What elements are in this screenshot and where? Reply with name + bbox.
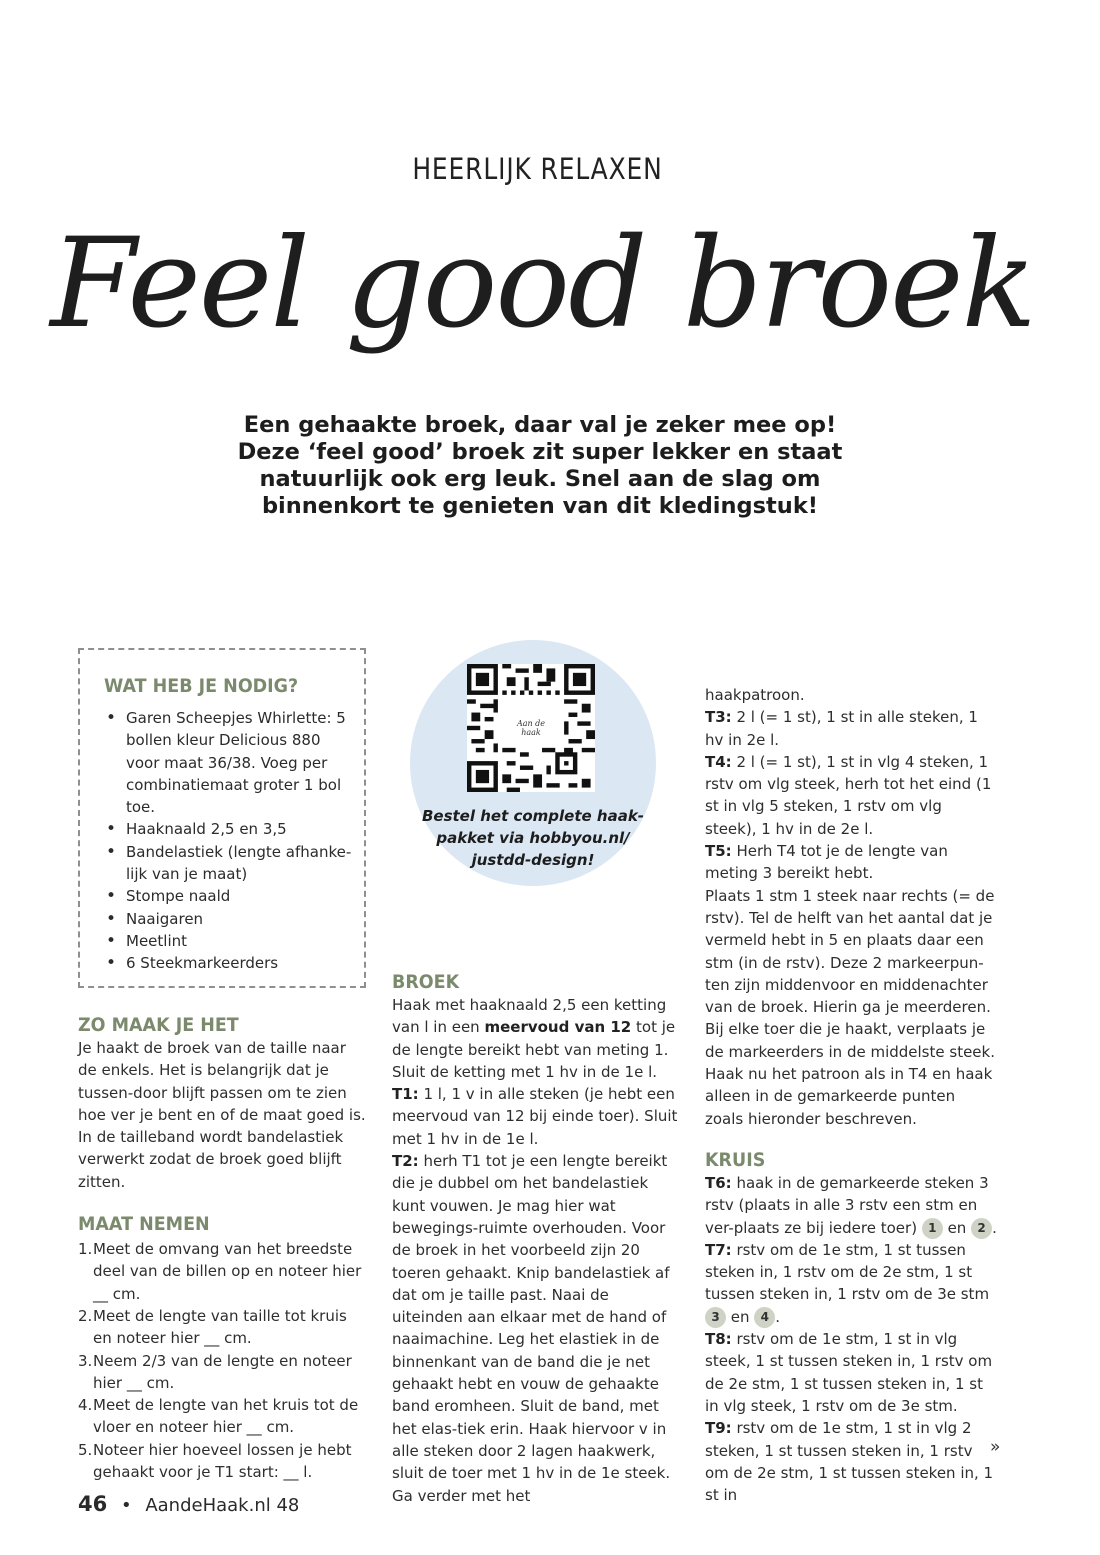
photo-ref-badge: 1: [922, 1218, 943, 1239]
list-item: • Bandelastiek (lengte afhanke-lijk van je maat): [106, 841, 356, 886]
step-number: 5.: [78, 1440, 93, 1459]
round-label: T3:: [705, 708, 732, 727]
broek-text: [392, 994, 684, 1083]
how-section: [78, 1013, 368, 1483]
continue-arrow-icon: »: [990, 1437, 1001, 1457]
text-run: en: [942, 1218, 972, 1237]
round-text: 2 l (= 1 st), 1 st in vlg 4 steken, 1 rstv om vlg steek, herh tot het eind (1 st in vlg 5 steken, 1 rstv om vlg steek), 1 hv in de 2e l.: [705, 752, 992, 838]
round-text: 2 l (= 1 st), 1 st in alle steken, 1 hv in 2e l.: [705, 708, 978, 749]
round-t6: T6: haak in de gemarkeerde steken 3 rstv (plaats in alle 3 rstv een stm en ver-plaats ze bij iedere toer) 1 en 2 .: [705, 1173, 997, 1237]
page-title: Feel good broek: [50, 212, 1035, 356]
list-item: [78, 1305, 368, 1350]
qr-caption[interactable]: Bestel het complete haak-pakket via hobbyou.nl/ justdd-design!: [421, 807, 645, 869]
round-label: T8:: [705, 1330, 732, 1349]
round-text: rstv om de 1e stm, 1 st in vlg steek, 1 st tussen steken in, 1 rstv om de 2e stm, 1 st tussen steken in, 1 st in vlg steek, 1 rstv om de 3e stm.: [705, 1330, 993, 1415]
how-text: Je haakt de broek van de taille naar de enkels. Het is belangrijk dat je tussen-door blijft passen om te zien hoe ver je bent en of de maat goed is. In de tailleband wordt bandelastiek verwerkt zodat de broek goed blijft zitten.: [78, 1039, 366, 1191]
kruis-heading: KRUIS: [705, 1148, 766, 1171]
round-text: 1 l, 1 v in alle steken (je hebt een meervoud van 12 bij einde toer). Sluit met 1 hv in de 1e l.: [392, 1085, 678, 1148]
list-item: • Meetlint: [106, 930, 356, 952]
photo-ref-badge: 3: [705, 1307, 726, 1328]
round-t3: [705, 706, 997, 751]
list-item: • Garen Scheepjes Whirlette: 5 bollen kleur Delicious 880 voor maat 36/38. Voeg per combinatiemaat groter 1 bol toe.: [106, 707, 356, 818]
kicker: HEERLIJK RELAXEN: [412, 152, 663, 186]
materials-list: [106, 707, 356, 975]
step-text: Neem 2/3 van de lengte en noteer hier __ cm.: [93, 1351, 352, 1392]
list-item: [78, 1238, 368, 1305]
round-label: T4:: [705, 752, 732, 771]
list-item: [78, 1394, 368, 1439]
text-run-bold: meervoud van 12: [484, 1018, 632, 1037]
step-text: Meet de lengte van het kruis tot de vloer en noteer hier __ cm.: [93, 1396, 359, 1437]
step-number: 4.: [78, 1396, 93, 1415]
round-t4: [705, 751, 997, 840]
round-label: T7:: [705, 1240, 732, 1259]
step-number: 1.: [78, 1240, 93, 1259]
magazine-name: AandeHaak.nl 48: [145, 1495, 300, 1516]
page-number: 46: [78, 1492, 108, 1516]
intro-line: Een gehaakte broek, daar val je zeker mee op!: [243, 412, 837, 438]
step-number: 3.: [78, 1351, 93, 1370]
round-label: T6:: [705, 1173, 732, 1192]
round-label: T5:: [705, 842, 732, 861]
intro-line: natuurlijk ook erg leuk. Snel aan de slag om: [259, 466, 821, 492]
round-t7: T7: rstv om de 1e stm, 1 st tussen steken in, 1 rstv om de 2e stm, 1 st tussen steken in, 1 rstv om de 3e stm 3 en 4 .: [705, 1240, 990, 1326]
round-text: haak in de gemarkeerde steken 3 rstv (plaats in alle 3 rstv een stm en ver-plaats ze bij iedere toer): [705, 1173, 989, 1237]
round-label: T2:: [392, 1152, 419, 1171]
measure-heading: MAAT NEMEN: [78, 1213, 210, 1236]
how-heading: ZO MAAK JE HET: [78, 1014, 239, 1036]
round-t2: [392, 1150, 684, 1507]
step-number: 2.: [78, 1306, 93, 1325]
qr-logo: Aan de haak: [516, 719, 546, 737]
text-run: tot je de lengte bereikt hebt van meting 1. Sluit de ketting met 1 hv in de 1e l.: [392, 1018, 676, 1081]
round-text: rstv om de 1e stm, 1 st tussen steken in, 1 rstv om de 2e stm, 1 st tussen steken in, 1 rstv om de 3e stm: [705, 1240, 990, 1304]
step-text: Meet de lengte van taille tot kruis en noteer hier __ cm.: [93, 1306, 347, 1348]
text-run: Haak met haaknaald 2,5 een ketting van l in een: [392, 996, 667, 1037]
photo-ref-badge: 2: [971, 1218, 992, 1239]
step-text: Meet de omvang van het breedste deel van de billen op en noteer hier __ cm.: [93, 1240, 362, 1303]
list-item: • 6 Steekmarkeerders: [106, 952, 356, 974]
marker-text: Plaats 1 stm 1 steek naar rechts (= de rstv). Tel de helft van het aantal dat je vermeld hebt in 5 en plaats daar een stm (in de rstv). Deze 2 markeerpun-ten zijn middenvoor en middenachter van de broek. Hierin ga je meerderen. Bij elke toer die je haakt, verplaats je de markeerders in de middelste steek. Haak nu het patroon als in T4 en haak alleen in de gemarkeerde punten zoals hieronder beschreven.: [705, 886, 995, 1128]
pattern-column: [705, 684, 997, 1506]
materials-heading: WAT HEB JE NODIG?: [104, 675, 299, 697]
footer-bullet: •: [120, 1495, 132, 1516]
continued-text: haakpatroon.: [705, 686, 805, 704]
list-item: [78, 1350, 368, 1395]
text-run: en: [726, 1307, 755, 1326]
round-t8: [705, 1328, 997, 1417]
round-text: rstv om de 1e stm, 1 st in vlg 2 steken, 1 st tussen steken in, 1 rstv om de 2e stm, 1 st tussen steken in, 1 st in: [705, 1419, 994, 1505]
footer: [78, 1492, 299, 1516]
round-t9: [705, 1417, 997, 1506]
list-item: • Naaigaren: [106, 908, 356, 930]
photo-ref-badge: 4: [754, 1307, 775, 1328]
round-text: Herh T4 tot je de lengte van meting 3 bereikt hebt.: [705, 842, 948, 883]
step-text: Noteer hier hoeveel lossen je hebt gehaakt voor je T1 start: __ l.: [93, 1440, 352, 1482]
broek-heading: BROEK: [392, 971, 460, 993]
list-item: [78, 1439, 368, 1484]
materials-box: [78, 648, 366, 988]
round-t1: [392, 1083, 684, 1150]
round-label: T9:: [705, 1419, 732, 1438]
round-t5: [705, 840, 997, 885]
measure-steps: [78, 1238, 368, 1483]
intro: [180, 412, 900, 520]
broek-section: [392, 970, 684, 1507]
round-label: T1:: [392, 1085, 419, 1104]
list-item: • Haaknaald 2,5 en 3,5: [106, 818, 356, 840]
round-text: herh T1 tot je een lengte bereikt die je dubbel om het bandelastiek kunt vouwen. Je mag hier wat bewegings-ruimte overhouden. Voor de broek in het voorbeeld zijn 20 toeren gehaakt. Knip bandelastiek af dat om je taille past. Naai de uiteinden aan elkaar met de hand of naaimachine. Leg het elastiek in de binnenkant van de band die je net gehaakt hebt en vouw de gehaakte band eromheen. Sluit de band, met het elas-tiek erin. Haak hiervoor v in alle steken door 2 lagen haakwerk, sluit de toer met 1 hv in de 1e steek. Ga verder met het: [392, 1152, 671, 1505]
intro-line: Deze ‘feel good’ broek zit super lekker en staat: [237, 439, 843, 465]
intro-line: binnenkort te genieten van dit kledingstuk!: [261, 493, 819, 519]
list-item: • Stompe naald: [106, 885, 356, 907]
